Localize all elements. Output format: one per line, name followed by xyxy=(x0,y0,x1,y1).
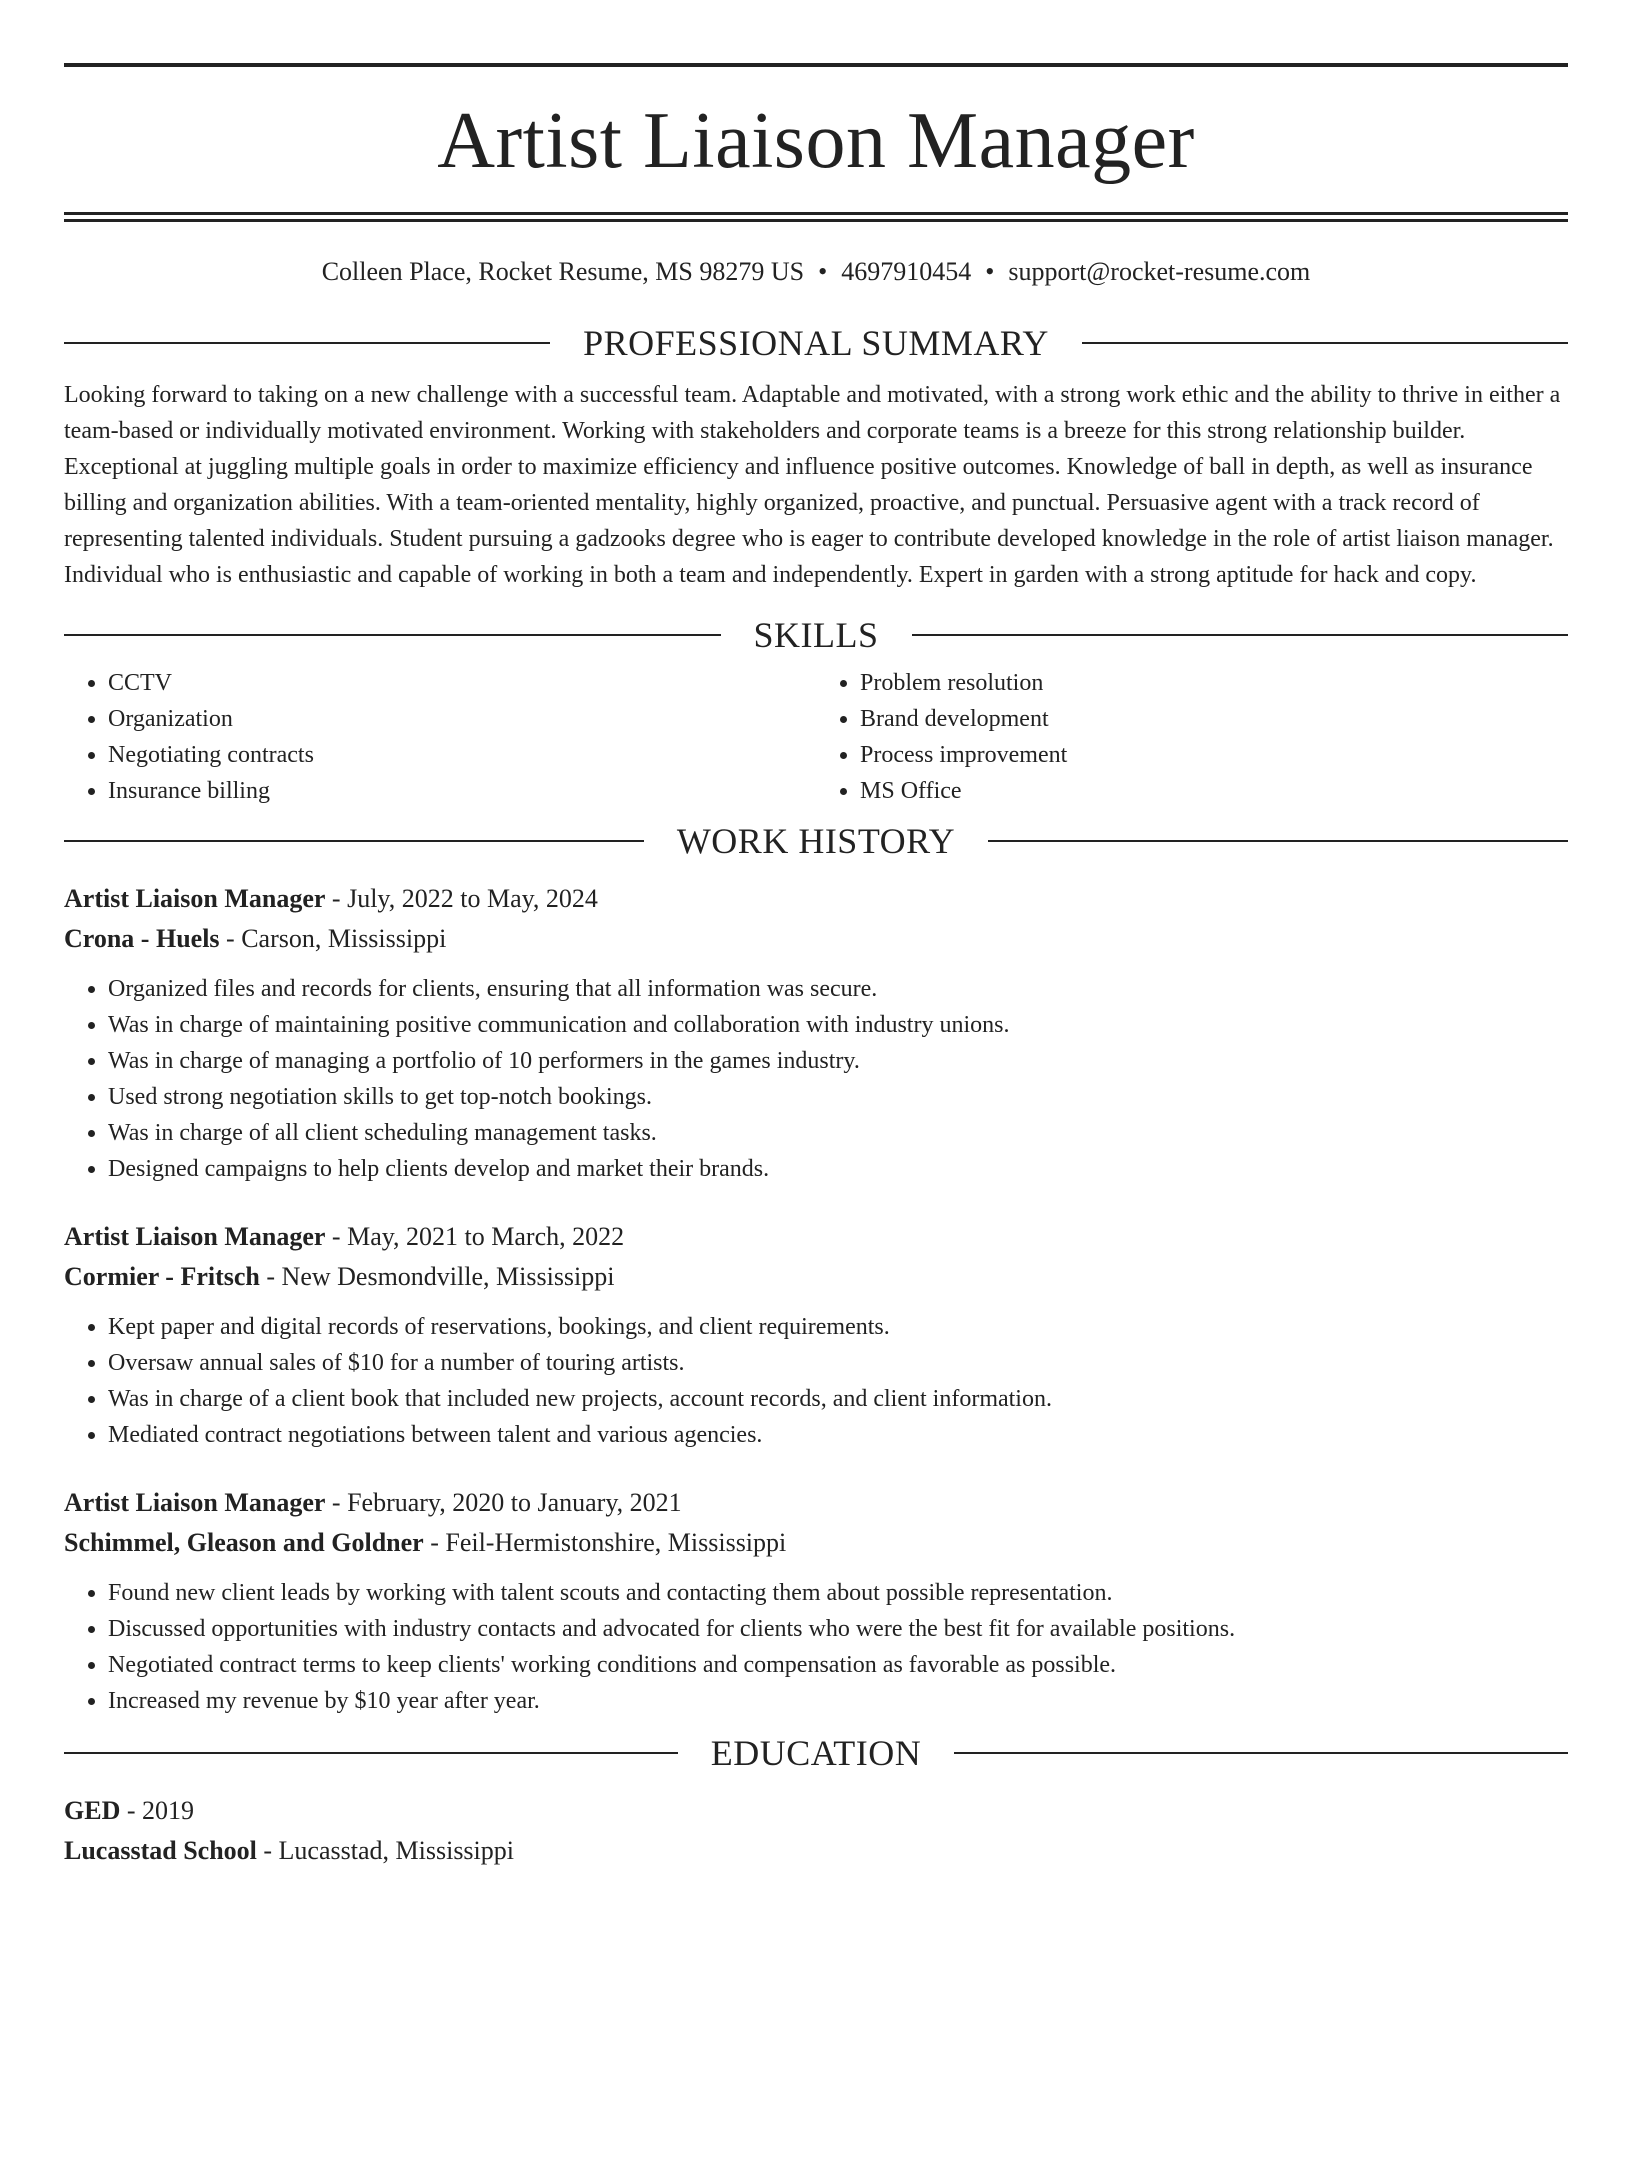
section-title: WORK HISTORY xyxy=(676,821,956,861)
skill-item: • Problem resolution xyxy=(860,665,1568,701)
section-title: EDUCATION xyxy=(710,1733,922,1773)
job-title: Artist Liaison Manager xyxy=(64,1488,326,1517)
education-location: - Lucasstad, Mississippi xyxy=(256,1836,514,1865)
skill-item: • Brand development xyxy=(860,701,1568,737)
section-heading-summary xyxy=(64,321,1568,365)
education-school-line xyxy=(64,1831,1568,1871)
heading-rule xyxy=(64,342,550,344)
job-entry xyxy=(64,879,1568,1187)
job-title: Artist Liaison Manager xyxy=(64,1222,326,1251)
skills-column-right xyxy=(816,665,1568,809)
contact-line xyxy=(64,257,1568,287)
job-bullets xyxy=(64,971,1568,1187)
resume-page xyxy=(0,63,1632,2175)
skills-column-left xyxy=(64,665,816,809)
job-bullet: • Discussed opportunities with industry contacts and advocated for clients who were the best fit for available positions. xyxy=(108,1611,1568,1647)
education-year: - 2019 xyxy=(120,1796,195,1825)
job-bullet: • Kept paper and digital records of reservations, bookings, and client requirements. xyxy=(108,1309,1568,1345)
job-bullet: • Was in charge of a client book that included new projects, account records, and client information. xyxy=(108,1381,1568,1417)
contact-phone: 4697910454 xyxy=(841,257,972,286)
education-school: Lucasstad School xyxy=(64,1836,257,1865)
job-title: Artist Liaison Manager xyxy=(64,884,326,913)
contact-separator: • xyxy=(985,257,995,286)
job-bullet: • Mediated contract negotiations between talent and various agencies. xyxy=(108,1417,1568,1453)
education-degree: GED xyxy=(64,1796,121,1825)
contact-separator: • xyxy=(818,257,828,286)
contact-email: support@rocket-resume.com xyxy=(1008,257,1311,286)
job-title-line xyxy=(64,1217,1568,1257)
job-title-line xyxy=(64,879,1568,919)
job-bullet: • Used strong negotiation skills to get top-notch bookings. xyxy=(108,1079,1568,1115)
job-title-line xyxy=(64,1483,1568,1523)
job-dates: - July, 2022 to May, 2024 xyxy=(325,884,598,913)
page-title: Artist Liaison Manager xyxy=(437,97,1195,185)
top-rule xyxy=(64,63,1568,67)
job-bullet: • Increased my revenue by $10 year after year. xyxy=(108,1683,1568,1719)
contact-address: Colleen Place, Rocket Resume, MS 98279 US xyxy=(321,257,805,286)
job-dates: - May, 2021 to March, 2022 xyxy=(325,1222,625,1251)
skill-item: • Negotiating contracts xyxy=(108,737,816,773)
job-company: Schimmel, Gleason and Goldner xyxy=(64,1528,424,1557)
skill-item: • Process improvement xyxy=(860,737,1568,773)
job-entry xyxy=(64,1217,1568,1453)
job-location: - Carson, Mississippi xyxy=(219,924,447,953)
section-title: SKILLS xyxy=(753,615,879,655)
section-heading-work-history xyxy=(64,819,1568,863)
section-heading-education xyxy=(64,1731,1568,1775)
job-bullet: • Designed campaigns to help clients develop and market their brands. xyxy=(108,1151,1568,1187)
job-company: Crona - Huels xyxy=(64,924,220,953)
job-company-line xyxy=(64,919,1568,959)
job-company-line xyxy=(64,1257,1568,1297)
heading-rule xyxy=(64,1752,678,1754)
section-title: PROFESSIONAL SUMMARY xyxy=(583,323,1049,363)
job-company-line xyxy=(64,1523,1568,1563)
job-location: - Feil-Hermistonshire, Mississippi xyxy=(423,1528,787,1557)
skill-item: • Insurance billing xyxy=(108,773,816,809)
education-degree-line xyxy=(64,1791,1568,1831)
job-bullet: • Negotiated contract terms to keep clients' working conditions and compensation as favorable as possible. xyxy=(108,1647,1568,1683)
heading-rule xyxy=(988,840,1568,842)
heading-rule xyxy=(64,840,644,842)
heading-rule xyxy=(912,634,1569,636)
job-company: Cormier - Fritsch xyxy=(64,1262,260,1291)
job-bullet: • Organized files and records for clients, ensuring that all information was secure. xyxy=(108,971,1568,1007)
heading-rule xyxy=(1082,342,1568,344)
job-bullet: • Was in charge of maintaining positive communication and collaboration with industry unions. xyxy=(108,1007,1568,1043)
job-bullets xyxy=(64,1575,1568,1719)
heading-rule xyxy=(64,634,721,636)
education-entry xyxy=(64,1791,1568,1871)
job-bullets xyxy=(64,1309,1568,1453)
section-heading-skills xyxy=(64,613,1568,657)
job-dates: - February, 2020 to January, 2021 xyxy=(325,1488,682,1517)
job-bullet: • Oversaw annual sales of $10 for a number of touring artists. xyxy=(108,1345,1568,1381)
job-bullet: • Was in charge of managing a portfolio of 10 performers in the games industry. xyxy=(108,1043,1568,1079)
job-entry xyxy=(64,1483,1568,1719)
skill-item: • CCTV xyxy=(108,665,816,701)
heading-rule xyxy=(954,1752,1568,1754)
job-location: - New Desmondville, Mississippi xyxy=(259,1262,615,1291)
summary-text: Looking forward to taking on a new challenge with a successful team. Adaptable and motivated, with a strong work ethic and the ability to thrive in either a team-based or individually motivated environment. Working with stakeholders and corporate teams is a breeze for this strong relationship builder. Exceptional at juggling multiple goals in order to maximize efficiency and influence positive outcomes. Knowledge of ball in depth, as well as insurance billing and organization abilities. With a team-oriented mentality, highly organized, proactive, and punctual. Persuasive agent with a track record of representing talented individuals. Student pursuing a gadzooks degree who is eager to contribute developed knowledge in the role of artist liaison manager. Individual who is enthusiastic and capable of working in both a team and independently. Expert in garden with a strong aptitude for hack and copy. xyxy=(64,382,1561,588)
skills-list xyxy=(64,665,1568,809)
title-double-rule xyxy=(64,212,1568,222)
skill-item: • Organization xyxy=(108,701,816,737)
skill-item: • MS Office xyxy=(860,773,1568,809)
job-bullet: • Found new client leads by working with talent scouts and contacting them about possible representation. xyxy=(108,1575,1568,1611)
job-bullet: • Was in charge of all client scheduling management tasks. xyxy=(108,1115,1568,1151)
